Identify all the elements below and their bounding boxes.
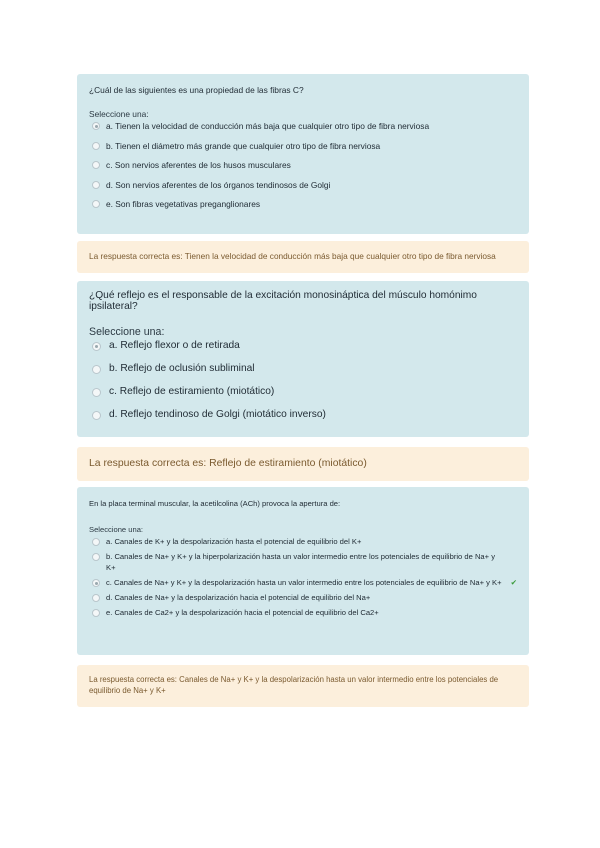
answer-option-d[interactable] xyxy=(89,409,519,421)
question-text: En la placa terminal muscular, la acetilcolina (ACh) provoca la apertura de: xyxy=(89,499,341,508)
answer-option-label: a. Reflejo flexor o de retirada xyxy=(109,340,240,351)
radio-button-selected[interactable] xyxy=(92,579,100,587)
answer-option-d[interactable] xyxy=(89,592,519,603)
select-label: Seleccione una: xyxy=(89,109,149,119)
radio-button[interactable] xyxy=(92,538,100,546)
radio-button[interactable] xyxy=(92,553,100,561)
answer-option-label: d. Son nervios aferentes de los órganos tendinosos de Golgi xyxy=(106,179,331,190)
answer-option-e[interactable] xyxy=(89,199,519,209)
correct-check-icon: ✔ xyxy=(510,578,517,587)
answer-option-label: d. Canales de Na+ y la despolarización hacia el potencial de equilibrio del Na+ xyxy=(106,593,371,602)
question-text: ¿Cuál de las siguientes es una propiedad de las fibras C? xyxy=(89,85,304,95)
answer-option-label: d. Reflejo tendinoso de Golgi (miotático inverso) xyxy=(109,409,326,420)
feedback-text: La respuesta correcta es: Reflejo de estiramiento (miotático) xyxy=(89,458,367,469)
answer-options xyxy=(89,121,519,209)
answer-option-b[interactable] xyxy=(89,363,519,375)
answer-option-c[interactable] xyxy=(89,160,519,170)
feedback-box xyxy=(77,241,529,273)
answer-option-d[interactable] xyxy=(89,180,519,190)
answer-option-label: b. Tienen el diámetro más grande que cualquier otro tipo de fibra nerviosa xyxy=(106,140,381,151)
answer-option-b[interactable] xyxy=(89,551,519,573)
radio-button[interactable] xyxy=(92,142,100,150)
feedback-box xyxy=(77,665,529,707)
select-label: Seleccione una: xyxy=(89,525,144,534)
select-label: Seleccione una: xyxy=(89,326,165,338)
answer-option-label: a. Tienen la velocidad de conducción más baja que cualquier otro tipo de fibra nerviosa xyxy=(106,121,430,131)
answer-option-a[interactable] xyxy=(89,340,519,352)
answer-option-c[interactable] xyxy=(89,386,519,398)
radio-button[interactable] xyxy=(92,181,100,189)
radio-button[interactable] xyxy=(92,365,101,374)
radio-button[interactable] xyxy=(92,388,101,397)
answer-option-a[interactable] xyxy=(89,121,519,131)
answer-option-label: e. Son fibras vegetativas preganglionares xyxy=(106,199,261,209)
feedback-box xyxy=(77,447,529,481)
radio-button[interactable] xyxy=(92,609,100,617)
answer-option-b[interactable] xyxy=(89,141,519,151)
answer-option-c[interactable] xyxy=(89,577,519,588)
radio-button[interactable] xyxy=(92,594,100,602)
answer-option-label: b. Canales de Na+ y K+ y la hiperpolarización hasta un valor intermedio entre los potenciales de equilibrio de Na+ y K+ xyxy=(106,552,495,572)
radio-button-selected[interactable] xyxy=(92,122,100,130)
radio-button-selected[interactable] xyxy=(92,342,101,351)
radio-button[interactable] xyxy=(92,411,101,420)
answer-option-label: a. Canales de K+ y la despolarización hasta el potencial de equilibrio del K+ xyxy=(106,537,362,546)
feedback-text: La respuesta correcta es: Tienen la velocidad de conducción más baja que cualquier otro tipo de fibra nerviosa xyxy=(89,251,496,261)
radio-button[interactable] xyxy=(92,200,100,208)
answer-option-label: e. Canales de Ca2+ y la despolarización hacia el potencial de equilibrio del Ca2+ xyxy=(106,608,379,617)
answer-option-label: c. Canales de Na+ y K+ y la despolarización hasta un valor intermedio entre los potenciales de equilibrio de Na+ y K+ xyxy=(106,578,502,587)
answer-option-label: b. Reflejo de oclusión subliminal xyxy=(109,363,255,374)
answer-option-label: c. Son nervios aferentes de los husos musculares xyxy=(106,160,291,170)
feedback-text: La respuesta correcta es: Canales de Na+ y K+ y la despolarización hasta un valor intermedio entre los potenciales de equilibrio de Na+ y K+ xyxy=(89,675,499,695)
answer-option-e[interactable] xyxy=(89,607,519,618)
question-text: ¿Qué reflejo es el responsable de la excitación monosináptica del músculo homónimo ipsilateral? xyxy=(89,290,477,312)
question-card xyxy=(77,281,529,437)
answer-option-a[interactable] xyxy=(89,536,519,547)
answer-option-label: c. Reflejo de estiramiento (miotático) xyxy=(109,386,275,397)
answer-options xyxy=(89,536,519,618)
answer-options xyxy=(89,340,519,421)
question-card xyxy=(77,74,529,234)
question-card xyxy=(77,487,529,655)
radio-button[interactable] xyxy=(92,161,100,169)
